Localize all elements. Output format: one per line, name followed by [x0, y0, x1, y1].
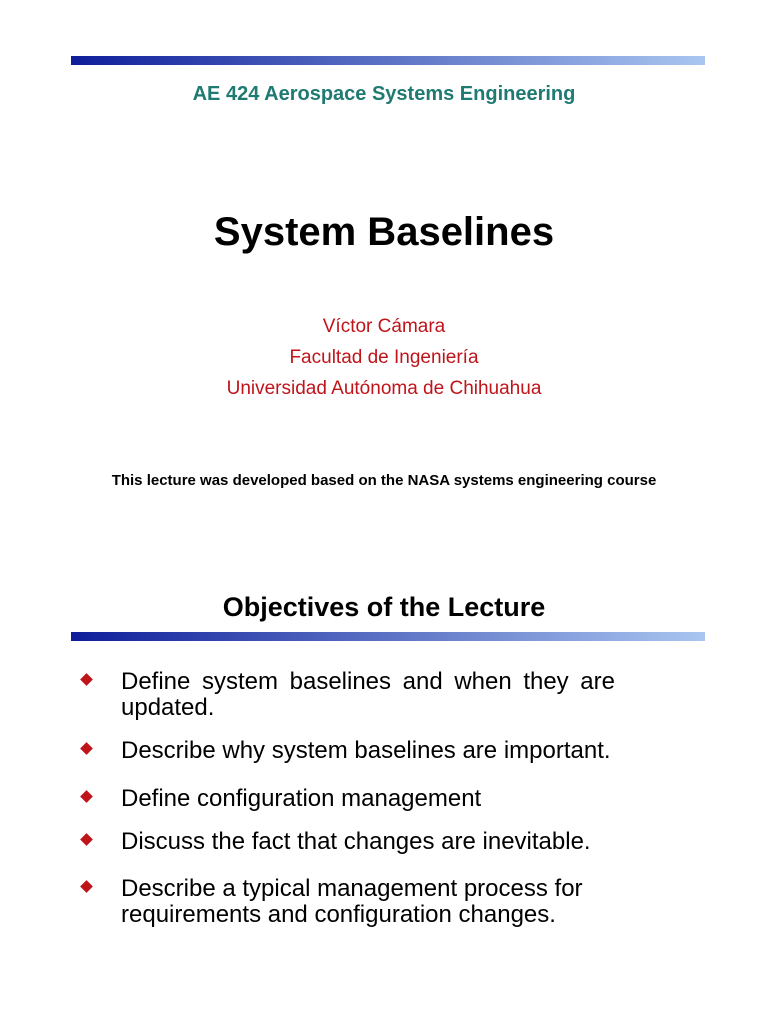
- objective-text-5: Describe a typical management process for requirements and configuration changes.: [121, 875, 583, 928]
- objective-text-4: Discuss the fact that changes are inevitable.: [121, 828, 591, 855]
- diamond-bullet-icon: [80, 833, 93, 846]
- diamond-bullet-icon: [80, 880, 93, 893]
- page-title: System Baselines: [213, 210, 555, 254]
- objective-text-1: Define system baselines and when they are updated.: [121, 668, 615, 721]
- diamond-bullet-icon: [80, 790, 93, 803]
- objectives-heading: Objectives of the Lecture: [222, 592, 546, 622]
- lecture-note: This lecture was developed based on the NASA systems engineering course: [111, 472, 657, 489]
- diamond-bullet-icon: [80, 742, 93, 755]
- diamond-bullet-icon: [80, 673, 93, 686]
- course-title: AE 424 Aerospace Systems Engineering: [192, 83, 576, 105]
- author-university: Universidad Autónoma de Chihuahua: [226, 378, 542, 399]
- objective-text-3: Define configuration management: [121, 785, 482, 812]
- objective-text-2: Describe why system baselines are important.: [121, 737, 611, 764]
- author-faculty: Facultad de Ingeniería: [289, 347, 479, 368]
- author-name: Víctor Cámara: [322, 316, 446, 337]
